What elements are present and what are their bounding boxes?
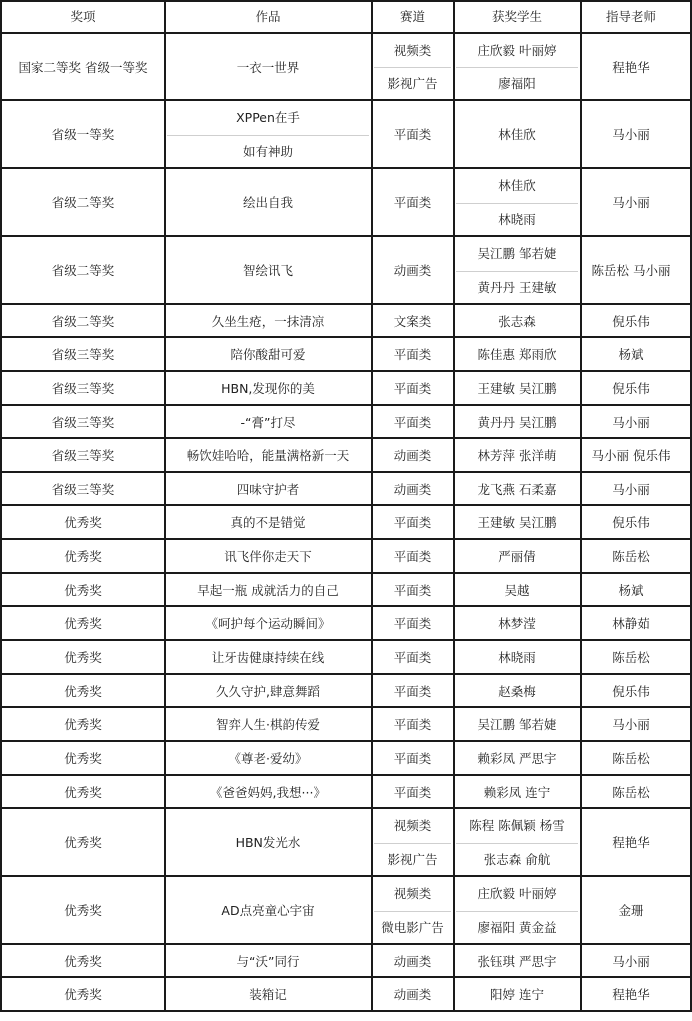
- table-cell-work: 讯飞伴你走天下: [224, 549, 312, 564]
- table-cell-students: 林芳萍 张洋萌: [477, 448, 557, 463]
- table-cell-students: 赖彩凤 严思宇: [477, 751, 557, 766]
- header-track: 赛道: [399, 9, 425, 24]
- table-cell-teacher: 杨斌: [618, 347, 644, 362]
- table-cell-work: 让牙齿健康持续在线: [211, 650, 325, 665]
- table-cell-track: 平面类: [393, 616, 432, 631]
- table-cell-students: 张志森: [498, 313, 536, 329]
- header-work: 作品: [255, 9, 281, 24]
- table-cell-track: 平面类: [393, 195, 432, 210]
- cell-divider: [374, 911, 451, 912]
- table-cell-students: 赵桑梅: [498, 683, 536, 699]
- table-cell-students: 王建敏 吴江鹏: [477, 381, 557, 396]
- table-cell-teacher: 马小丽: [612, 953, 650, 969]
- table-cell-teacher: 程艳华: [612, 987, 650, 1002]
- table-cell-students: 林梦滢: [498, 616, 536, 631]
- table-cell-work: 智弈人生·棋韵传爱: [216, 717, 320, 732]
- column-border: [580, 0, 582, 1011]
- table-cell-track: 平面类: [393, 347, 432, 362]
- table-cell-students: 廖福阳 黄金益: [477, 919, 557, 935]
- row-border: [0, 303, 692, 305]
- table-cell-teacher: 倪乐伟: [612, 381, 650, 396]
- table-cell-award: 优秀奖: [64, 987, 102, 1002]
- row-border: [0, 404, 692, 406]
- table-cell-award: 省级三等奖: [51, 448, 115, 463]
- table-cell-track: 平面类: [393, 751, 432, 766]
- table-cell-work: 真的不是错觉: [230, 515, 306, 530]
- table-cell-award: 省级三等奖: [51, 381, 115, 396]
- table-cell-award: 优秀奖: [64, 717, 102, 732]
- table-cell-track: 平面类: [393, 650, 432, 665]
- table-cell-award: 省级三等奖: [51, 414, 115, 430]
- table-cell-award: 优秀奖: [64, 515, 102, 530]
- row-border: [0, 774, 692, 776]
- table-cell-award: 省级一等奖: [51, 127, 115, 142]
- table-cell-award: 优秀奖: [64, 582, 102, 598]
- table-cell-work: HBN,发现你的美: [221, 381, 315, 396]
- table-cell-work: AD点亮童心宇宙: [221, 903, 315, 918]
- table-cell-students: 龙飞燕 石柔嘉: [477, 481, 557, 497]
- table-cell-track: 平面类: [393, 515, 432, 530]
- table-cell-work: 装箱记: [249, 987, 287, 1002]
- table-cell-track: 平面类: [393, 717, 432, 732]
- table-cell-track: 平面类: [393, 582, 432, 598]
- table-cell-track: 动画类: [393, 953, 432, 969]
- table-cell-award: 优秀奖: [64, 650, 102, 665]
- table-cell-work: 一衣一世界: [236, 59, 300, 75]
- table-cell-teacher: 程艳华: [612, 59, 650, 75]
- table-cell-track: 平面类: [393, 381, 432, 396]
- table-cell-students: 吴越: [504, 582, 530, 598]
- table-cell-award: 优秀奖: [64, 751, 102, 766]
- table-cell-track: 视频类: [393, 43, 432, 58]
- cell-divider: [456, 843, 578, 844]
- table-cell-students: 庄欣毅 叶丽婷: [477, 886, 557, 902]
- table-cell-award: 省级二等奖: [51, 313, 115, 329]
- table-cell-track: 视频类: [393, 886, 432, 902]
- table-cell-teacher: 马小丽: [612, 481, 650, 497]
- table-cell-teacher: 陈岳松: [612, 751, 650, 766]
- cell-divider: [374, 67, 451, 68]
- cell-divider: [456, 271, 578, 272]
- table-cell-teacher: 倪乐伟: [612, 313, 650, 329]
- table-cell-track: 平面类: [393, 127, 432, 142]
- column-border: [0, 0, 2, 1011]
- table-cell-track: 平面类: [393, 549, 432, 564]
- row-border: [0, 235, 692, 237]
- table-cell-work: 智绘讯飞: [242, 263, 293, 278]
- table-cell-award: 优秀奖: [64, 953, 102, 969]
- table-cell-award: 优秀奖: [64, 903, 102, 918]
- table-cell-award: 优秀奖: [64, 784, 102, 800]
- table-cell-award: 优秀奖: [64, 835, 102, 850]
- row-border: [0, 437, 692, 439]
- row-border: [0, 572, 692, 574]
- row-border: [0, 336, 692, 338]
- table-cell-students: 阳婷 连宁: [490, 987, 544, 1002]
- table-cell-students: 吴江鹏 邹若婕: [477, 246, 557, 262]
- table-cell-students: 严丽倩: [498, 549, 536, 564]
- table-cell-teacher: 马小丽: [612, 717, 650, 732]
- table-cell-track: 平面类: [393, 784, 432, 800]
- table-cell-award: 优秀奖: [64, 683, 102, 699]
- row-border: [0, 639, 692, 641]
- table-cell-teacher: 马小丽: [612, 127, 650, 142]
- table-cell-track: 动画类: [393, 481, 432, 497]
- table-cell-award: 省级二等奖: [51, 263, 115, 278]
- table-cell-work: 早起一瓶 成就活力的自己: [197, 582, 339, 598]
- table-cell-teacher: 倪乐伟: [612, 515, 650, 530]
- column-border: [164, 0, 166, 1011]
- table-cell-track: 视频类: [393, 818, 432, 834]
- table-cell-students: 吴江鹏 邹若婕: [477, 717, 557, 732]
- row-border: [0, 673, 692, 675]
- row-border: [0, 976, 692, 978]
- table-cell-work: 陪你酸甜可爱: [230, 347, 306, 362]
- row-border: [0, 740, 692, 742]
- table-cell-track: 动画类: [393, 448, 432, 463]
- table-cell-work: 如有神助: [242, 143, 293, 159]
- table-cell-teacher: 马小丽: [612, 414, 650, 430]
- table-cell-teacher: 陈岳松: [612, 549, 650, 564]
- row-border: [0, 538, 692, 540]
- row-border: [0, 0, 692, 2]
- row-border: [0, 943, 692, 945]
- table-cell-work: 《呵护每个运动瞬间》: [205, 616, 331, 631]
- header-students: 获奖学生: [491, 9, 542, 24]
- table-cell-work: 《尊老·爱幼》: [228, 751, 308, 766]
- table-cell-track: 微电影广告: [381, 919, 444, 935]
- table-cell-students: 林佳欣: [498, 127, 536, 142]
- table-cell-teacher: 陈岳松: [612, 650, 650, 665]
- table-cell-award: 国家二等奖 省级一等奖: [18, 59, 148, 75]
- column-border: [453, 0, 455, 1011]
- table-cell-track: 平面类: [393, 683, 432, 699]
- table-cell-track: 影视广告: [387, 76, 438, 91]
- table-cell-award: 优秀奖: [64, 549, 102, 564]
- table-cell-track: 动画类: [393, 263, 432, 278]
- table-cell-work: 久久守护,肆意舞蹈: [216, 683, 320, 699]
- row-border: [0, 807, 692, 809]
- table-cell-students: 张志森 俞航: [483, 851, 551, 867]
- table-cell-students: 黄丹丹 吴江鹏: [477, 414, 557, 430]
- row-border: [0, 706, 692, 708]
- table-cell-students: 陈程 陈佩颖 杨雪: [469, 818, 565, 834]
- table-cell-students: 林晓雨: [498, 211, 536, 227]
- table-cell-students: 庄欣毅 叶丽婷: [477, 43, 557, 58]
- cell-divider: [456, 203, 578, 204]
- table-cell-teacher: 马小丽 倪乐伟: [591, 448, 671, 463]
- column-border: [371, 0, 373, 1011]
- row-border: [0, 167, 692, 169]
- table-cell-students: 廖福阳: [498, 76, 536, 91]
- table-cell-students: 黄丹丹 王建敏: [477, 279, 557, 295]
- row-border: [0, 370, 692, 372]
- table-cell-teacher: 陈岳松: [612, 784, 650, 800]
- table-cell-track: 文案类: [393, 313, 432, 329]
- table-cell-teacher: 林静茹: [612, 616, 650, 631]
- row-border: [0, 605, 692, 607]
- table-cell-students: 赖彩凤 连宁: [483, 784, 551, 800]
- row-border: [0, 471, 692, 473]
- cell-divider: [456, 67, 578, 68]
- header-teacher: 指导老师: [605, 9, 656, 24]
- table-cell-track: 影视广告: [387, 851, 438, 867]
- row-border: [0, 1010, 692, 1012]
- cell-divider: [456, 911, 578, 912]
- table-cell-track: 平面类: [393, 414, 432, 430]
- cell-divider: [374, 843, 451, 844]
- row-border: [0, 504, 692, 506]
- table-cell-work: 《爸爸妈妈,我想···》: [210, 784, 326, 800]
- row-border: [0, 875, 692, 877]
- table-cell-students: 王建敏 吴江鹏: [477, 515, 557, 530]
- table-cell-students: 张钰琪 严思宇: [477, 953, 557, 969]
- table-cell-work: 久坐生疮，一抹清凉: [211, 313, 325, 329]
- row-border: [0, 32, 692, 34]
- table-cell-teacher: 杨斌: [618, 582, 644, 598]
- table-cell-track: 动画类: [393, 987, 432, 1002]
- table-cell-award: 省级三等奖: [51, 481, 115, 497]
- row-border: [0, 99, 692, 101]
- table-cell-teacher: 程艳华: [612, 835, 650, 850]
- table-cell-award: 省级三等奖: [51, 347, 115, 362]
- table-cell-students: 陈佳惠 郑雨欣: [477, 347, 557, 362]
- table-cell-students: 林佳欣: [498, 178, 536, 194]
- table-cell-work: 绘出自我: [242, 195, 293, 210]
- table-cell-teacher: 马小丽: [612, 195, 650, 210]
- table-cell-work: HBN发光水: [235, 835, 301, 850]
- table-cell-work: -“膏”打尽: [240, 414, 296, 430]
- table-cell-teacher: 金珊: [618, 903, 644, 918]
- header-award: 奖项: [70, 9, 96, 24]
- table-cell-students: 林晓雨: [498, 650, 536, 665]
- table-cell-work: 与“沃”同行: [236, 953, 300, 969]
- table-cell-award: 省级二等奖: [51, 195, 115, 210]
- cell-divider: [167, 135, 369, 136]
- table-cell-work: 四味守护者: [236, 481, 300, 497]
- table-cell-award: 优秀奖: [64, 616, 102, 631]
- table-cell-work: XPPen在手: [236, 110, 300, 126]
- table-cell-work: 畅饮娃哈哈，能量满格新一天: [186, 448, 350, 463]
- table-cell-teacher: 陈岳松 马小丽: [591, 263, 671, 278]
- table-cell-teacher: 倪乐伟: [612, 683, 650, 699]
